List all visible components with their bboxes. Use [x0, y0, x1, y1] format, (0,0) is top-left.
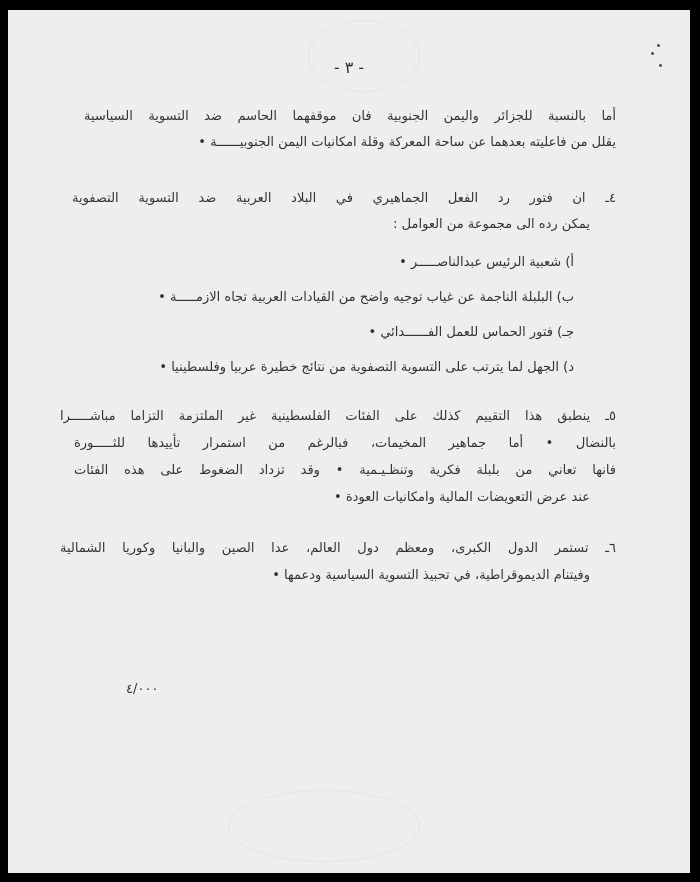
point-5-line-4: عند عرض التعويضات المالية وامكانيات العودة •	[334, 490, 590, 505]
point-6-line-2: وفيتنام الديموقراطية، في تحبيذ التسوية السياسية ودعمها •	[272, 568, 590, 583]
faint-seal-watermark-bottom	[228, 790, 420, 862]
continuation-code: ٤/٠٠٠	[126, 682, 159, 697]
point-4-line-2: يمكن رده الى مجموعة من العوامل :	[393, 217, 590, 232]
point-4-item-d: د) الجهل لما يترتب على التسوية التصفوية من نتائج خطيرة عربيا وفلسطينيا •	[159, 360, 574, 375]
point-4-item-b: ب) البلبلة الناجمة عن غياب توجيه واضح من القيادات العربية تجاه الازمـــــة •	[158, 290, 574, 305]
paragraph-3-line-1: أما بالنسبة للجزائر واليمن الجنوبية فان موقفهما الحاسم ضد التسوية السياسية	[84, 109, 616, 124]
point-5-line-1: ٥ـ ينطبق هذا التقييم كذلك على الفئات الفلسطينية غير الملتزمة التزاما مباشـــــرا	[60, 409, 616, 424]
point-5-line-3: فانها تعاني من بلبلة فكرية وتنظـيـمية • وقد تزداد الضغوط على هذه الفئات	[74, 463, 616, 478]
point-4-item-a: أ) شعبية الرئيس عبدالناصـــــر •	[399, 255, 574, 270]
document-page	[8, 10, 690, 873]
page-number: - ٣ -	[333, 58, 365, 77]
point-4-item-c: جـ) فتور الحماس للعمل الفــــــدائي •	[368, 325, 574, 340]
paragraph-3-line-2: يقلل من فاعليته بعدهما عن ساحة المعركة وقلة امكانيات اليمن الجنوبيــــــة •	[198, 135, 616, 150]
faint-seal-watermark	[308, 20, 420, 92]
point-6-line-1: ٦ـ تستمر الدول الكبرى، ومعظم دول العالم، عدا الصين والبانيا وكوريا الشمالية	[60, 541, 616, 556]
point-4-line-1: ٤ـ ان فتور رد الفعل الجماهيري في البلاد العربية ضد التسوية التصفوية	[72, 191, 616, 206]
point-5-line-2: بالنضال • أما جماهير المخيمات، فبالرغم من استمرار تأييدها للثـــــورة	[74, 436, 616, 451]
